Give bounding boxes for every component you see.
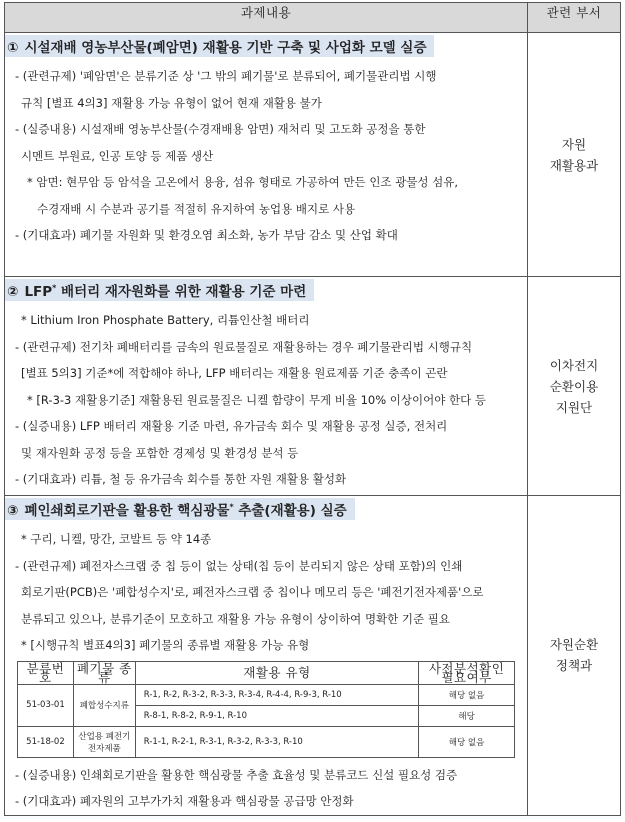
header-content: 과제내용 bbox=[5, 3, 528, 33]
line: [별표 5의3] 기준*에 적합해야 하나, LFP 배터리는 재활용 원료제품 기준 충족이 곤란 bbox=[21, 366, 448, 380]
dept-line: 지원단 bbox=[555, 399, 593, 415]
recycling-type-table bbox=[17, 661, 515, 758]
section-title-text: 시설재배 영농부산물(폐암면) 재활용 기반 구축 및 사업화 모델 실증 bbox=[24, 40, 427, 56]
section-content bbox=[5, 33, 528, 277]
footnote: * 암면: 현무암 등 암석을 고온에서 용융, 섬유 형태로 가공하여 만든 인조 광물성 섬유, bbox=[27, 175, 459, 189]
section-row bbox=[5, 496, 621, 816]
section-content bbox=[5, 496, 528, 816]
table-row bbox=[18, 726, 515, 757]
inner-header: 폐기물 종류 bbox=[73, 661, 135, 684]
dept-line: 재활용과 bbox=[549, 157, 599, 173]
section-row bbox=[5, 277, 621, 496]
section-title bbox=[5, 35, 527, 57]
line: - (기대효과) 폐기물 자원화 및 환경오염 최소화, 농가 부담 감소 및 산업 확대 bbox=[15, 228, 398, 242]
inner-header: 분류번호 bbox=[18, 661, 74, 684]
line: - (기대효과) 폐자원의 고부가가치 재활용과 핵심광물 공급망 안정화 bbox=[15, 794, 354, 808]
table-row bbox=[18, 684, 515, 705]
header-dept: 관련 부서 bbox=[528, 3, 621, 33]
line: 및 재자원화 공정 등을 포함한 경제성 및 환경성 분석 등 bbox=[21, 445, 299, 460]
cell-kind: 산업용 폐전기 전자제품 bbox=[73, 726, 135, 757]
cell-type: R-1-1, R-2-1, R-3-1, R-3-2, R-3-3, R-10 bbox=[135, 726, 418, 757]
cell-code: 51-03-01 bbox=[18, 684, 74, 726]
dept-cell bbox=[528, 33, 621, 277]
dept-line: 순환이용 bbox=[549, 378, 599, 394]
footnote: * [시행규칙 별표4의3] 폐기물의 종류별 재활용 가능 유형 bbox=[21, 638, 310, 652]
cell-type: R-8-1, R-8-2, R-9-1, R-10 bbox=[135, 705, 418, 726]
dept-line: 자원 bbox=[561, 136, 587, 152]
line: 규칙 [별표 4의3] 재활용 가능 유형이 없어 현재 재활용 불가 bbox=[21, 95, 322, 110]
dept-line: 자원순환 bbox=[549, 637, 599, 653]
line: 분류되고 있으나, 분류기준이 모호하고 재활용 가능 유형이 상이하여 명확한 기준 필요 bbox=[21, 611, 451, 626]
dept-line: 정책과 bbox=[555, 658, 593, 674]
cell-need: 해당 bbox=[419, 705, 515, 726]
section-row bbox=[5, 33, 621, 277]
line: - (관련규제) 전기차 폐배터리를 금속의 원료물질로 재활용하는 경우 폐기물관리법 시행규칙 bbox=[15, 339, 473, 354]
section-number: ③ bbox=[7, 503, 19, 519]
section-title bbox=[5, 279, 527, 301]
footnote: * [R-3-3 재활용기준] 재활용된 원료물질은 니켈 함량이 무게 비율 10% 이상이어야 한다 등 bbox=[27, 392, 486, 407]
section-title-text: 배터리 재자원화를 위한 재활용 기준 마련 bbox=[56, 284, 307, 300]
cell-need: 해당 없음 bbox=[419, 726, 515, 757]
footnote: 수경재배 시 수분과 공기를 적절히 유지하여 농업용 배지로 사용 bbox=[37, 201, 356, 216]
line: 회로기판(PCB)은 '폐합성수지'로, 폐전자스크랩 중 칩이나 메모리 등은 '폐전기전자제품'으로 bbox=[21, 585, 484, 599]
header-row bbox=[5, 3, 621, 33]
line: - (관련규제) '폐암면'은 분류기준 상 '그 밖의 폐기물'로 분류되어, 폐기물관리법 시행 bbox=[15, 69, 437, 83]
dept-cell bbox=[528, 496, 621, 816]
inner-header-row bbox=[18, 661, 515, 684]
task-table bbox=[4, 2, 621, 816]
line: - (기대효과) 리튬, 철 등 유가금속 회수를 통한 자원 재활용 활성화 bbox=[15, 472, 347, 486]
cell-type: R-1, R-2, R-3-2, R-3-3, R-3-4, R-4-4, R-9-3, R-10 bbox=[135, 684, 418, 705]
section-title-text: LFP bbox=[24, 284, 53, 300]
line: - (실증내용) 시설재배 영농부산물(수경재배용 암면) 재처리 및 고도화 공정을 통한 bbox=[15, 122, 426, 136]
section-title-text: 폐인쇄회로기판을 활용한 핵심광물 bbox=[24, 503, 230, 519]
section-content bbox=[5, 277, 528, 496]
footnote: * Lithium Iron Phosphate Battery, 리튬인산철 배터리 bbox=[21, 313, 310, 327]
line: - (실증내용) 인쇄회로기판을 활용한 핵심광물 추출 효율성 및 분류코드 신설 필요성 검증 bbox=[15, 767, 458, 782]
line: 시멘트 부원료, 인공 토양 등 제품 생산 bbox=[21, 148, 214, 163]
footnote: * 구리, 니켈, 망간, 코발트 등 약 14종 bbox=[21, 532, 212, 546]
inner-header: 사전분석확인 필요여부 bbox=[419, 661, 515, 684]
footnote-mark: * bbox=[52, 283, 57, 293]
cell-kind: 폐합성수지류 bbox=[73, 684, 135, 726]
dept-line: 이차전지 bbox=[549, 357, 599, 373]
section-title-text: 추출(재활용) 실증 bbox=[233, 503, 347, 519]
line: - (관련규제) 폐전자스크랩 중 칩 등이 없는 상태(칩 등이 분리되지 않은 상태 포함)의 인쇄 bbox=[15, 558, 463, 573]
dept-cell bbox=[528, 277, 621, 496]
inner-header: 재활용 유형 bbox=[135, 661, 418, 684]
cell-need: 해당 없음 bbox=[419, 684, 515, 705]
cell-code: 51-18-02 bbox=[18, 726, 74, 757]
section-number: ① bbox=[7, 40, 19, 56]
section-number: ② bbox=[7, 284, 19, 300]
line: - (실증내용) LFP 배터리 재활용 기준 마련, 유가금속 회수 및 재활용 공정 실증, 전처리 bbox=[15, 419, 448, 433]
section-title bbox=[5, 498, 527, 520]
footnote-mark: * bbox=[229, 502, 234, 512]
